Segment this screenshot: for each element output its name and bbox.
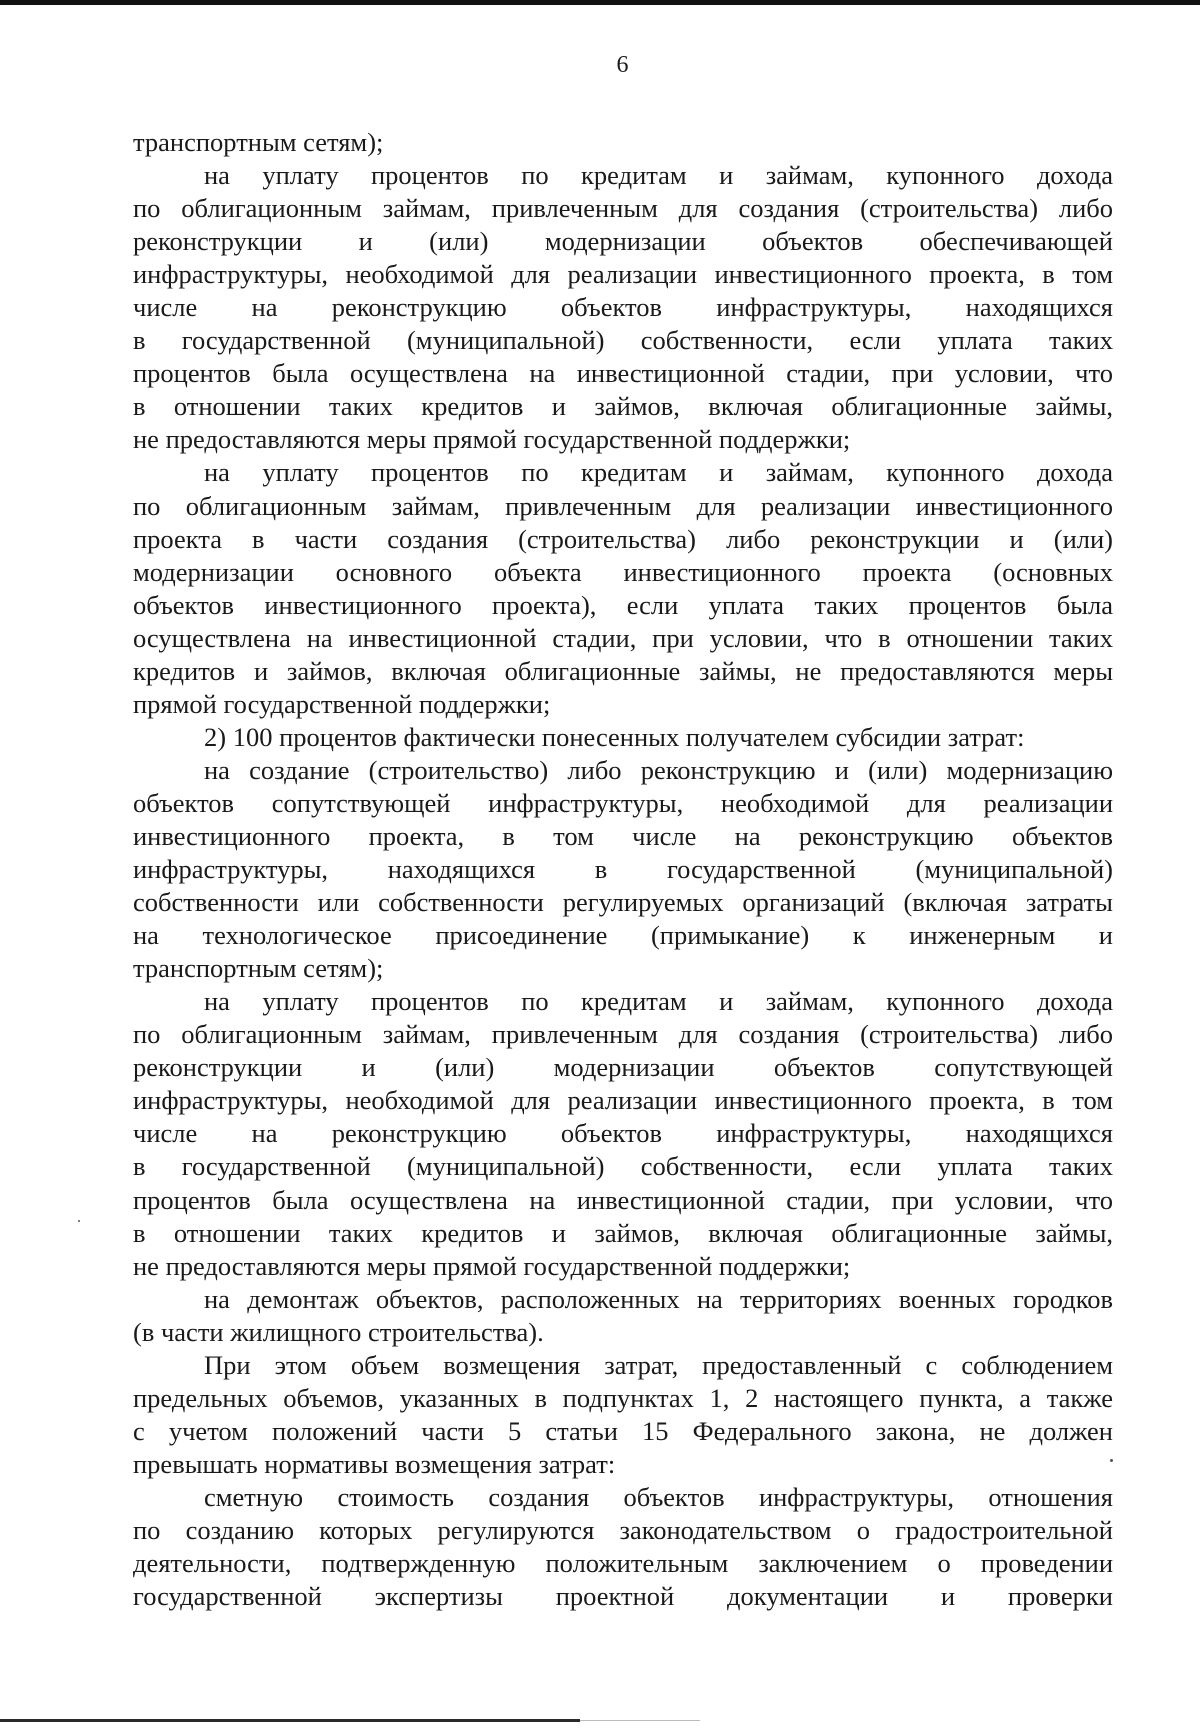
text-line: числе на реконструкцию объектов инфраструктуры, находящихся [133, 292, 1113, 323]
text-line: прямой государственной поддержки; [133, 688, 551, 719]
text-line: собственности или собственности регулируемых организаций (включая затраты [133, 887, 1113, 918]
text-line: инфраструктуры, находящихся в государственной (муниципальной) [133, 854, 1113, 885]
text-line: инвестиционного проекта, в том числе на реконструкцию объектов [133, 820, 1113, 851]
text-line: на уплату процентов по кредитам и займам, купонного дохода [204, 986, 1113, 1017]
text-line: процентов была осуществлена на инвестиционной стадии, при условии, что [133, 358, 1113, 389]
text-line: государственной экспертизы проектной документации и проверки [133, 1581, 1113, 1612]
text-line: на создание (строительство) либо реконструкцию и (или) модернизацию [204, 754, 1113, 785]
text-line: транспортным сетям); [133, 953, 384, 984]
text-line: на уплату процентов по кредитам и займам, купонного дохода [204, 457, 1113, 488]
body-text [133, 126, 1113, 1613]
scan-bottom-line-faint [580, 1720, 700, 1721]
text-line: реконструкции и (или) модернизации объектов сопутствующей [133, 1052, 1113, 1083]
text-line: на демонтаж объектов, расположенных на территориях военных городков [204, 1283, 1113, 1314]
scan-speck [78, 1220, 80, 1222]
text-line: по созданию которых регулируются законодательством о градостроительной [133, 1514, 1113, 1545]
text-line: 2) 100 процентов фактически понесенных получателем субсидии затрат: [204, 721, 1025, 752]
text-line: с учетом положений части 5 статьи 15 Федерального закона, не должен [133, 1415, 1113, 1446]
text-line: на технологическое присоединение (примыкание) к инженерным и [133, 920, 1113, 951]
text-line: в государственной (муниципальной) собственности, если уплата таких [133, 1151, 1113, 1182]
text-line: объектов сопутствующей инфраструктуры, необходимой для реализации [133, 787, 1113, 818]
text-line: транспортным сетям); [133, 127, 384, 157]
scan-bottom-line [0, 1719, 580, 1722]
text-line: не предоставляются меры прямой государственной поддержки; [133, 424, 851, 455]
text-line: не предоставляются меры прямой государственной поддержки; [133, 1250, 851, 1281]
text-line: инфраструктуры, необходимой для реализации инвестиционного проекта, в том [133, 259, 1113, 290]
text-line: на уплату процентов по кредитам и займам, купонного дохода [204, 160, 1113, 191]
text-line: процентов была осуществлена на инвестиционной стадии, при условии, что [133, 1184, 1113, 1215]
text-line: в государственной (муниципальной) собственности, если уплата таких [133, 325, 1113, 356]
text-line: предельных объемов, указанных в подпунктах 1, 2 настоящего пункта, а также [133, 1382, 1113, 1413]
text-line: реконструкции и (или) модернизации объектов обеспечивающей [133, 226, 1113, 257]
text-line: деятельности, подтвержденную положительным заключением о проведении [133, 1548, 1113, 1579]
text-line: в отношении таких кредитов и займов, включая облигационные займы, [133, 391, 1113, 422]
text-line: проекта в части создания (строительства) либо реконструкции и (или) [133, 523, 1113, 554]
text-line: (в части жилищного строительства). [133, 1316, 544, 1347]
text-line: осуществлена на инвестиционной стадии, при условии, что в отношении таких [133, 622, 1113, 653]
text-line: по облигационным займам, привлеченным для создания (строительства) либо [133, 193, 1113, 224]
scan-top-border [0, 0, 1200, 5]
text-line: в отношении таких кредитов и займов, включая облигационные займы, [133, 1217, 1113, 1248]
text-line: числе на реконструкцию объектов инфраструктуры, находящихся [133, 1118, 1113, 1149]
text-line: сметную стоимость создания объектов инфраструктуры, отношения [204, 1481, 1113, 1512]
text-line: по облигационным займам, привлеченным для создания (строительства) либо [133, 1019, 1113, 1050]
text-line: по облигационным займам, привлеченным для реализации инвестиционного [133, 490, 1113, 521]
text-line: объектов инвестиционного проекта), если уплата таких процентов была [133, 589, 1113, 620]
text-line: превышать нормативы возмещения затрат: [133, 1448, 616, 1479]
text-line: инфраструктуры, необходимой для реализации инвестиционного проекта, в том [133, 1085, 1113, 1116]
text-line: кредитов и займов, включая облигационные займы, не предоставляются меры [133, 655, 1113, 686]
text-line: При этом объем возмещения затрат, предоставленный с соблюдением [204, 1349, 1113, 1380]
scan-speck [1110, 1459, 1113, 1462]
text-line: модернизации основного объекта инвестиционного проекта (основных [133, 556, 1113, 587]
page-number: 6 [616, 52, 629, 78]
